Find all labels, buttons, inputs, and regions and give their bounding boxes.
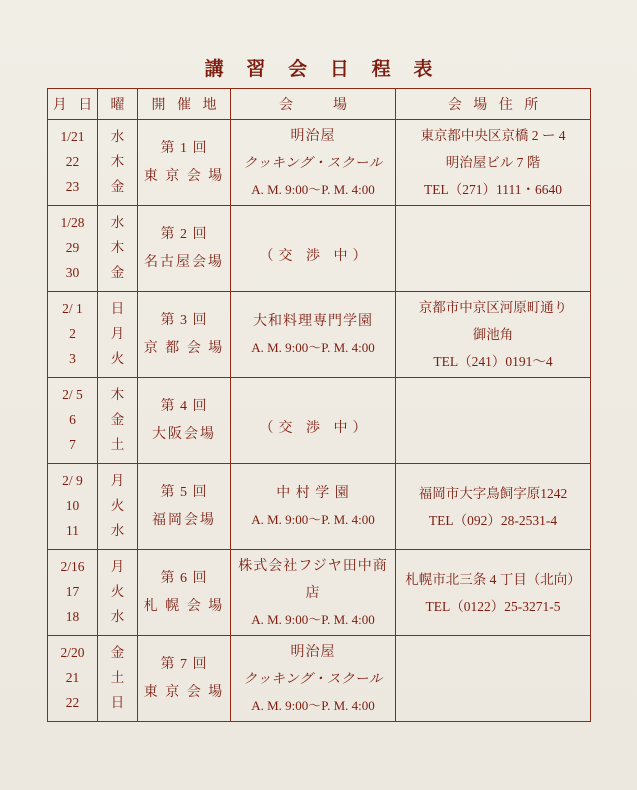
cell-address: 京都市中京区河原町通り 御池角 TEL（241）0191〜4 xyxy=(396,292,591,378)
table-row xyxy=(48,206,591,292)
cell-dates: 2/ 1 2 3 xyxy=(48,292,98,378)
table-row xyxy=(48,464,591,550)
table-row xyxy=(48,636,591,722)
cell-dates: 2/ 5 6 7 xyxy=(48,378,98,464)
cell-weekdays: 月 火 水 xyxy=(98,464,138,550)
page-title: 講 習 会 日 程 表 xyxy=(204,59,442,80)
cell-weekdays: 月 火 水 xyxy=(98,550,138,636)
cell-location: 第 4 回 大阪会場 xyxy=(138,378,231,464)
cell-location: 第 5 回 福岡会場 xyxy=(138,464,231,550)
cell-location: 第 7 回 東 京 会 場 xyxy=(138,636,231,722)
cell-dates: 1/28 29 30 xyxy=(48,206,98,292)
cell-venue xyxy=(231,378,396,464)
cell-address: 札幌市北三条 4 丁目（北向） TEL（0122）25-3271-5 xyxy=(396,550,591,636)
cell-weekdays: 木 金 土 xyxy=(98,378,138,464)
cell-address xyxy=(396,636,591,722)
cell-dates: 2/20 21 22 xyxy=(48,636,98,722)
cell-venue: 株式会社フジヤ田中商店 A. M. 9:00〜P. M. 4:00 xyxy=(231,550,396,636)
cell-address: 福岡市大字鳥飼字原1242 TEL（092）28-2531-4 xyxy=(396,464,591,550)
cell-weekdays: 水 木 金 xyxy=(98,120,138,206)
cell-location: 第 3 回 京 都 会 場 xyxy=(138,292,231,378)
cell-location: 第 2 回 名古屋会場 xyxy=(138,206,231,292)
column-header-venue: 会 場 xyxy=(231,89,396,120)
column-header-weekday: 曜 xyxy=(98,89,138,120)
cell-venue xyxy=(231,206,396,292)
venue-negotiating-note: （交 渉 中） xyxy=(259,248,372,264)
table-row xyxy=(48,378,591,464)
cell-address xyxy=(396,378,591,464)
header-row xyxy=(48,89,591,120)
venue-negotiating-note: （交 渉 中） xyxy=(259,420,372,436)
venue-spacer xyxy=(231,399,395,415)
cell-dates: 1/21 22 23 xyxy=(48,120,98,206)
cell-venue: 大和料理専門学園 A. M. 9:00〜P. M. 4:00 xyxy=(231,292,396,378)
column-header-address: 会 場 住 所 xyxy=(396,89,591,120)
table-body xyxy=(48,120,591,722)
column-header-date: 月 日 xyxy=(48,89,98,120)
cell-weekdays: 日 月 火 xyxy=(98,292,138,378)
table-header xyxy=(48,89,591,120)
venue-spacer xyxy=(231,227,395,243)
cell-location: 第 6 回 札 幌 会 場 xyxy=(138,550,231,636)
table-row xyxy=(48,292,591,378)
column-header-location: 開 催 地 xyxy=(138,89,231,120)
cell-venue: 明治屋 クッキング・スクール A. M. 9:00〜P. M. 4:00 xyxy=(231,636,396,722)
cell-dates: 2/ 9 10 11 xyxy=(48,464,98,550)
cell-location: 第 1 回 東 京 会 場 xyxy=(138,120,231,206)
cell-weekdays: 水 木 金 xyxy=(98,206,138,292)
cell-address: 東京都中央区京橋 2 ー 4 明治屋ビル 7 階 TEL（271）1111・6640 xyxy=(396,120,591,206)
cell-venue: 中 村 学 園 A. M. 9:00〜P. M. 4:00 xyxy=(231,464,396,550)
table-row xyxy=(48,120,591,206)
cell-weekdays: 金 土 日 xyxy=(98,636,138,722)
table-row xyxy=(48,550,591,636)
cell-dates: 2/16 17 18 xyxy=(48,550,98,636)
cell-venue: 明治屋 クッキング・スクール A. M. 9:00〜P. M. 4:00 xyxy=(231,120,396,206)
schedule-table xyxy=(47,88,591,722)
cell-address xyxy=(396,206,591,292)
